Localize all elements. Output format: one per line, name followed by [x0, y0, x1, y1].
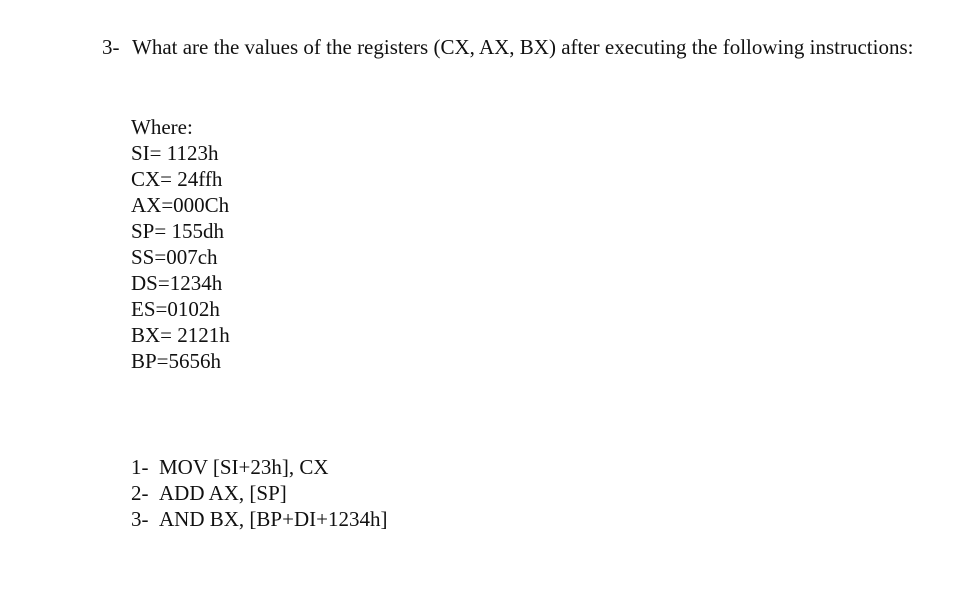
register-item: SI= 1123h — [131, 141, 219, 165]
register-item: AX=000Ch — [131, 193, 230, 217]
instruction-number: 1- — [131, 455, 149, 479]
register-list — [131, 140, 230, 374]
question-number: 3- — [102, 35, 120, 59]
instruction-item — [131, 506, 387, 532]
instruction-text: ADD AX, [SP] — [159, 481, 287, 505]
where-block — [131, 114, 230, 374]
instruction-number: 3- — [131, 507, 149, 531]
register-item: SP= 155dh — [131, 219, 224, 243]
register-item: CX= 24ffh — [131, 167, 223, 191]
register-item: ES=0102h — [131, 297, 220, 321]
instruction-text: MOV [SI+23h], CX — [159, 455, 329, 479]
instruction-block — [131, 454, 387, 532]
instruction-list — [131, 454, 387, 532]
instruction-item — [131, 454, 387, 480]
question-block — [102, 34, 922, 60]
question-row — [102, 34, 922, 60]
register-item: BP=5656h — [131, 349, 222, 373]
register-item: DS=1234h — [131, 271, 223, 295]
register-item: BX= 2121h — [131, 323, 230, 347]
instruction-text: AND BX, [BP+DI+1234h] — [159, 507, 388, 531]
question-text: What are the values of the registers (CX, AX, BX) after executing the following instructions: — [132, 35, 914, 59]
register-item: SS=007ch — [131, 245, 218, 269]
instruction-number: 2- — [131, 481, 149, 505]
where-title: Where: — [131, 115, 193, 139]
instruction-item — [131, 480, 387, 506]
